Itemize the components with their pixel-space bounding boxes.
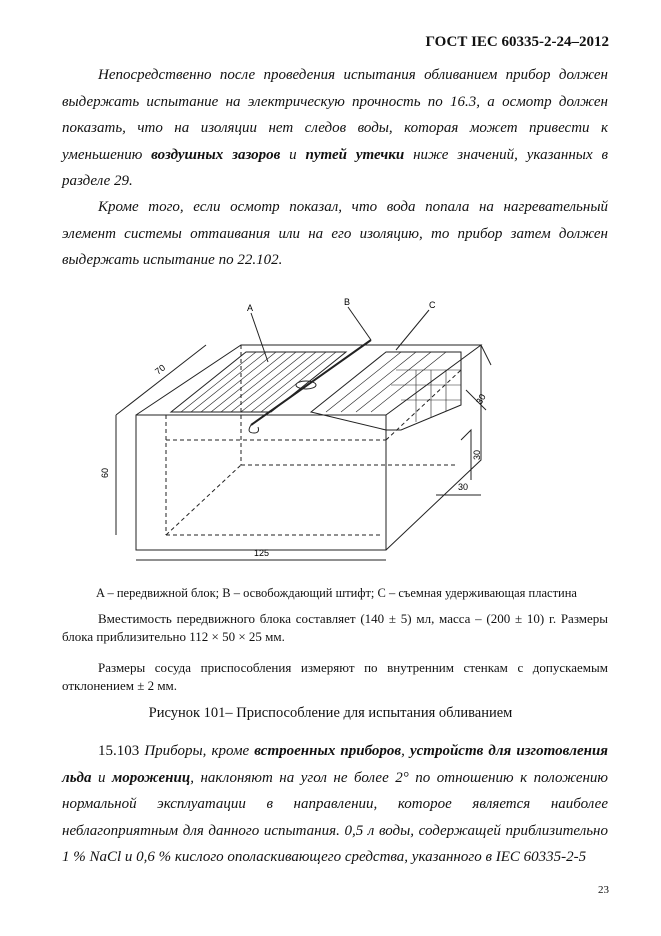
label-b: B bbox=[344, 297, 351, 307]
clause-number: 15.103 bbox=[98, 743, 145, 759]
paragraph-2 bbox=[62, 194, 608, 274]
dim-125: 125 bbox=[254, 548, 270, 558]
retaining-plate-grid bbox=[326, 352, 461, 422]
dim-line-70 bbox=[116, 345, 206, 415]
term-built-in-appliances: встроенных приборов bbox=[254, 743, 402, 759]
paragraph-2-text: Кроме того, если осмотр показал, что вода попала на нагревательный элемент системы оттаивания или на его изоляцию, то прибор затем должен выдержать испытание по 22.102. bbox=[62, 199, 608, 268]
figure-legend: A – передвижной блок; B – освобождающий штифт; C – съемная удерживающая пластина bbox=[96, 586, 577, 600]
figure-title: Рисунок 101– Приспособление для испытания обливанием bbox=[148, 705, 513, 721]
dim-line-30-vertical bbox=[461, 430, 471, 480]
hidden-edges bbox=[166, 345, 461, 535]
paragraph-3 bbox=[62, 738, 608, 871]
label-a: A bbox=[247, 303, 254, 313]
dim-30-diagonal: 30 bbox=[474, 392, 488, 406]
paragraph-3-text-a: Приборы, кроме bbox=[144, 743, 255, 759]
paragraph-1 bbox=[62, 62, 608, 195]
term-creepage-distances: путей утечки bbox=[305, 146, 405, 163]
leader-c bbox=[396, 310, 429, 350]
document-header: ГОСТ IEC 60335-2-24–2012 bbox=[425, 34, 609, 50]
box-right-edge bbox=[386, 345, 481, 550]
box-rim bbox=[481, 345, 491, 365]
paragraph-1-text-a: Непосредственно после проведения испытания обливанием прибор должен выдержать испытание на электрическую прочность по 16.3, а осмотр должен показать, что на изоляции нет следов воды, которая может привести к уменьшению bbox=[62, 67, 608, 163]
page-number: 23 bbox=[598, 884, 609, 896]
dim-30-vertical: 30 bbox=[472, 449, 482, 460]
dim-30-horizontal: 30 bbox=[458, 482, 469, 492]
paragraph-3-text-d: , наклоняют на угол не более 2° по отношению к положению нормальной эксплуатации в направлении, которое является наиболее неблагоприятным для данного испытания. 0,5 л воды, содержащей приблизительно 1 % NaCl и 0,6 % кислого ополаскивающего средства, указанного в IEC 60335-2-5 bbox=[62, 769, 609, 865]
paragraph-3-text-b: , bbox=[401, 743, 410, 759]
dim-70: 70 bbox=[153, 362, 168, 377]
leader-a bbox=[251, 313, 268, 362]
dim-60: 60 bbox=[100, 467, 110, 478]
release-pin-hook bbox=[249, 425, 258, 433]
paragraph-3-text-c: и bbox=[91, 769, 113, 786]
term-ice-cream-makers: морожениц bbox=[112, 769, 191, 786]
test-apparatus-figure bbox=[96, 290, 516, 575]
figure-note-1: Вместимость передвижного блока составляет (140 ± 5) мл, масса – (200 ± 10) г. Размеры блока приблизительно 112 × 50 × 25 мм. bbox=[62, 611, 608, 644]
term-air-clearances: воздушных зазоров bbox=[151, 146, 281, 163]
box-top-edge bbox=[136, 345, 481, 415]
box-front bbox=[136, 415, 386, 550]
label-c: C bbox=[429, 300, 436, 310]
leader-b bbox=[348, 307, 371, 340]
figure-note-2: Размеры сосуда приспособления измеряют по внутренним стенкам с допускаемым отклонением ± 2 мм. bbox=[62, 660, 608, 693]
term-ice-makers: устройств для изготовления льда bbox=[62, 743, 609, 786]
paragraph-1-text-b: и bbox=[280, 146, 306, 163]
paragraph-1-text-c: ниже значений, указанных в разделе 29. bbox=[62, 146, 608, 189]
